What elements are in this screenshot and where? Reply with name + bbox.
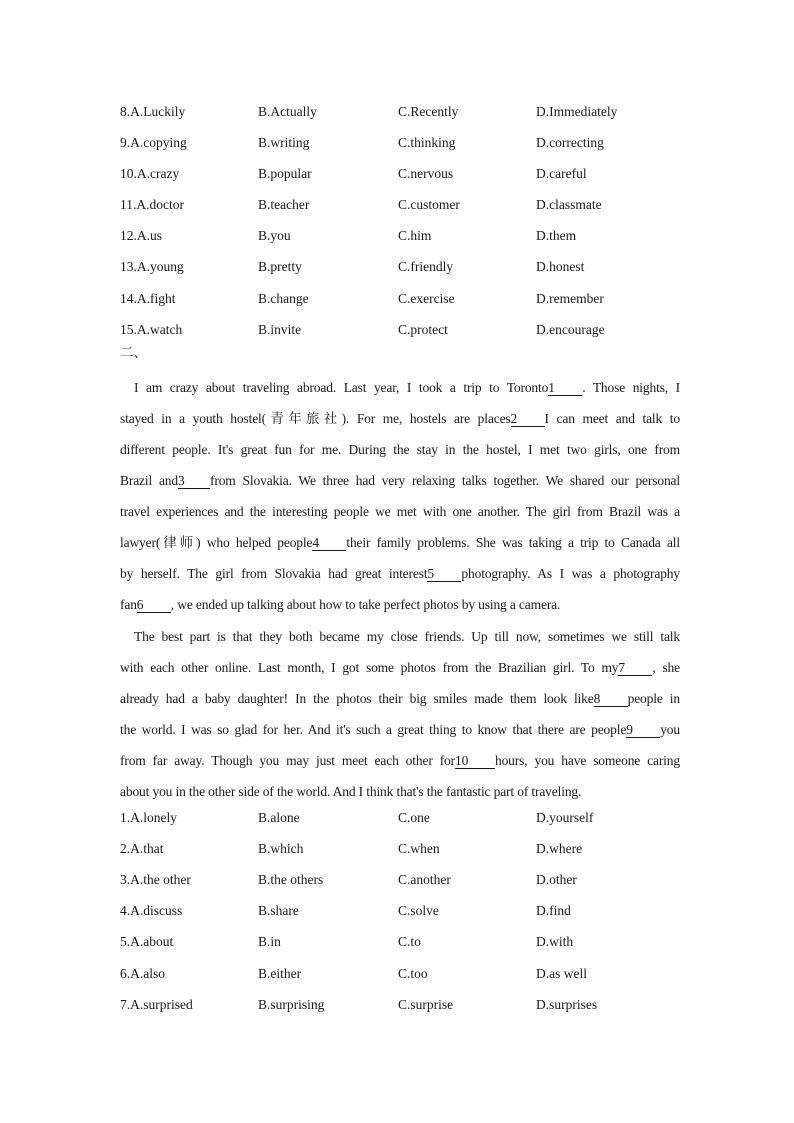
passage-text: . Those nights, I — [582, 379, 680, 395]
exam-page — [120, 101, 680, 1025]
options-list — [120, 807, 680, 1025]
blank-1: 1 — [548, 380, 582, 396]
option-a: 2.A.that — [120, 841, 164, 857]
option-c: C.one — [398, 810, 430, 826]
blank-8: 8 — [594, 691, 628, 707]
option-d: D.classmate — [536, 197, 602, 213]
option-a: 8.A.Luckily — [120, 104, 186, 119]
option-a: 15.A.watch — [120, 321, 183, 337]
option-a: 5.A.about — [120, 934, 174, 950]
option-b: B.surprising — [258, 996, 325, 1012]
option-row-1 — [120, 807, 680, 838]
passage-line: different people. It's great fun for me. During the stay in the hostel, I met two girls, one from — [120, 441, 680, 457]
passage-line — [120, 589, 680, 620]
passage-text: by herself. The girl from Slovakia had great interest — [120, 566, 428, 582]
option-a: 12.A.us — [120, 228, 163, 244]
passage-text: with each other online. Last month, I got some photos from the Brazilian girl. To my — [120, 659, 619, 675]
passage-text: already had a baby daughter! In the photos their big smiles made them look like — [120, 690, 594, 706]
option-a: 11.A.doctor — [120, 197, 184, 213]
passage-line — [120, 372, 680, 403]
option-b: B.invite — [258, 321, 302, 337]
blank-10: 10 — [455, 753, 495, 769]
option-b: B.change — [258, 290, 309, 306]
section-heading: 二、 — [120, 344, 147, 360]
option-b: B.writing — [258, 135, 310, 151]
passage-text: I can meet and talk to — [544, 410, 680, 426]
option-d: D.them — [536, 228, 577, 244]
passage-text: people in — [627, 690, 681, 706]
option-b: B.the others — [258, 872, 324, 888]
option-c: C.nervous — [398, 166, 454, 182]
option-row-9 — [120, 132, 680, 163]
option-row-7 — [120, 994, 680, 1025]
passage-line: The best part is that they both became my close friends. Up till now, sometimes we still talk — [134, 628, 680, 644]
option-a: 7.A.surprised — [120, 996, 193, 1012]
option-a: 13.A.young — [120, 259, 184, 275]
option-d: D.honest — [536, 259, 585, 275]
option-d: D.Immediately — [536, 104, 618, 119]
option-b: B.popular — [258, 166, 312, 182]
option-row-4 — [120, 900, 680, 931]
blank-2: 2 — [511, 411, 545, 427]
passage-line: about you in the other side of the world. And I think that's the fantastic part of traveling. — [120, 783, 582, 799]
option-c: C.exercise — [398, 290, 455, 306]
option-d: D.as well — [536, 965, 587, 981]
option-row-2 — [120, 838, 680, 869]
passage-line: travel experiences and the interesting people we met with one another. The girl from Brazil was a — [120, 504, 680, 520]
option-a: 9.A.copying — [120, 135, 187, 151]
option-c: C.friendly — [398, 259, 454, 275]
options-list-previous — [120, 101, 680, 350]
option-d: D.yourself — [536, 810, 594, 826]
passage-text: lawyer(律师) who helped people — [120, 535, 313, 551]
option-c: C.solve — [398, 903, 439, 919]
option-row-13 — [120, 256, 680, 287]
blank-5: 5 — [427, 566, 461, 582]
option-b: B.teacher — [258, 197, 310, 213]
option-c: C.when — [398, 841, 440, 857]
option-d: D.find — [536, 903, 571, 919]
option-row-5 — [120, 931, 680, 962]
passage-text: , she — [652, 659, 681, 675]
option-a: 3.A.the other — [120, 872, 191, 888]
passage-line — [120, 465, 680, 496]
blank-4: 4 — [312, 535, 346, 551]
option-d: D.other — [536, 872, 577, 888]
passage-text: hours, you have someone caring — [494, 752, 680, 768]
option-row-10 — [120, 163, 680, 194]
option-row-14 — [120, 288, 680, 319]
option-c: C.protect — [398, 321, 448, 337]
passage-line — [120, 558, 680, 589]
passage-line — [120, 652, 680, 683]
option-row-11 — [120, 194, 680, 225]
option-row-15 — [120, 319, 680, 350]
blank-7: 7 — [618, 660, 652, 676]
passage-line — [120, 714, 680, 745]
passage-text: photography. As I was a photography — [461, 566, 680, 582]
passage-line — [120, 683, 680, 714]
option-b: B.which — [258, 841, 304, 857]
option-c: C.Recently — [398, 104, 459, 119]
option-a: 10.A.crazy — [120, 166, 180, 182]
option-d: D.with — [536, 934, 574, 950]
option-b: B.either — [258, 965, 302, 981]
passage-text: Brazil and — [120, 473, 179, 489]
option-b: B.alone — [258, 810, 300, 826]
option-c: C.him — [398, 228, 432, 244]
passage-line — [120, 403, 680, 434]
option-a: 6.A.also — [120, 965, 165, 981]
option-d: D.remember — [536, 290, 604, 306]
passage-text: , we ended up talking about how to take perfect photos by using a camera. — [170, 597, 561, 613]
option-c: C.to — [398, 934, 421, 950]
blank-6: 6 — [137, 597, 171, 613]
option-a: 1.A.lonely — [120, 810, 177, 826]
option-row-12 — [120, 225, 680, 256]
option-b: B.Actually — [258, 104, 317, 119]
blank-3: 3 — [178, 473, 210, 489]
passage-line — [120, 745, 680, 776]
passage-text: stayed in a youth hostel(青年旅社). For me, hostels are places — [120, 410, 511, 426]
passage-text: the world. I was so glad for her. And it's such a great thing to know that there are people — [120, 721, 627, 737]
passage-text: fan — [120, 597, 137, 613]
passage-text: from far away. Though you may just meet each other for — [120, 752, 455, 768]
option-c: C.thinking — [398, 135, 456, 151]
option-b: B.share — [258, 903, 299, 919]
option-c: C.too — [398, 965, 428, 981]
option-b: B.you — [258, 228, 291, 244]
option-a: 4.A.discuss — [120, 903, 183, 919]
option-a: 14.A.fight — [120, 290, 176, 306]
passage-text: you — [660, 721, 680, 737]
option-d: D.correcting — [536, 135, 604, 151]
option-c: C.customer — [398, 197, 460, 213]
option-row-6 — [120, 963, 680, 994]
blank-9: 9 — [626, 722, 660, 738]
option-c: C.another — [398, 872, 451, 888]
passage-text: from Slovakia. We three had very relaxing talks together. We shared our personal — [210, 473, 680, 489]
option-b: B.in — [258, 934, 281, 950]
passage-text: their family problems. She was taking a trip to Canada all — [346, 535, 680, 551]
reading-passage — [120, 372, 680, 807]
passage-text: I am crazy about traveling abroad. Last year, I took a trip to Toronto — [134, 379, 549, 395]
passage-line — [120, 527, 680, 558]
option-c: C.surprise — [398, 996, 454, 1012]
option-row-8 — [120, 101, 680, 132]
option-d: D.careful — [536, 166, 587, 182]
option-d: D.encourage — [536, 321, 605, 337]
option-row-3 — [120, 869, 680, 900]
option-d: D.surprises — [536, 996, 598, 1012]
option-d: D.where — [536, 841, 583, 857]
option-b: B.pretty — [258, 259, 302, 275]
